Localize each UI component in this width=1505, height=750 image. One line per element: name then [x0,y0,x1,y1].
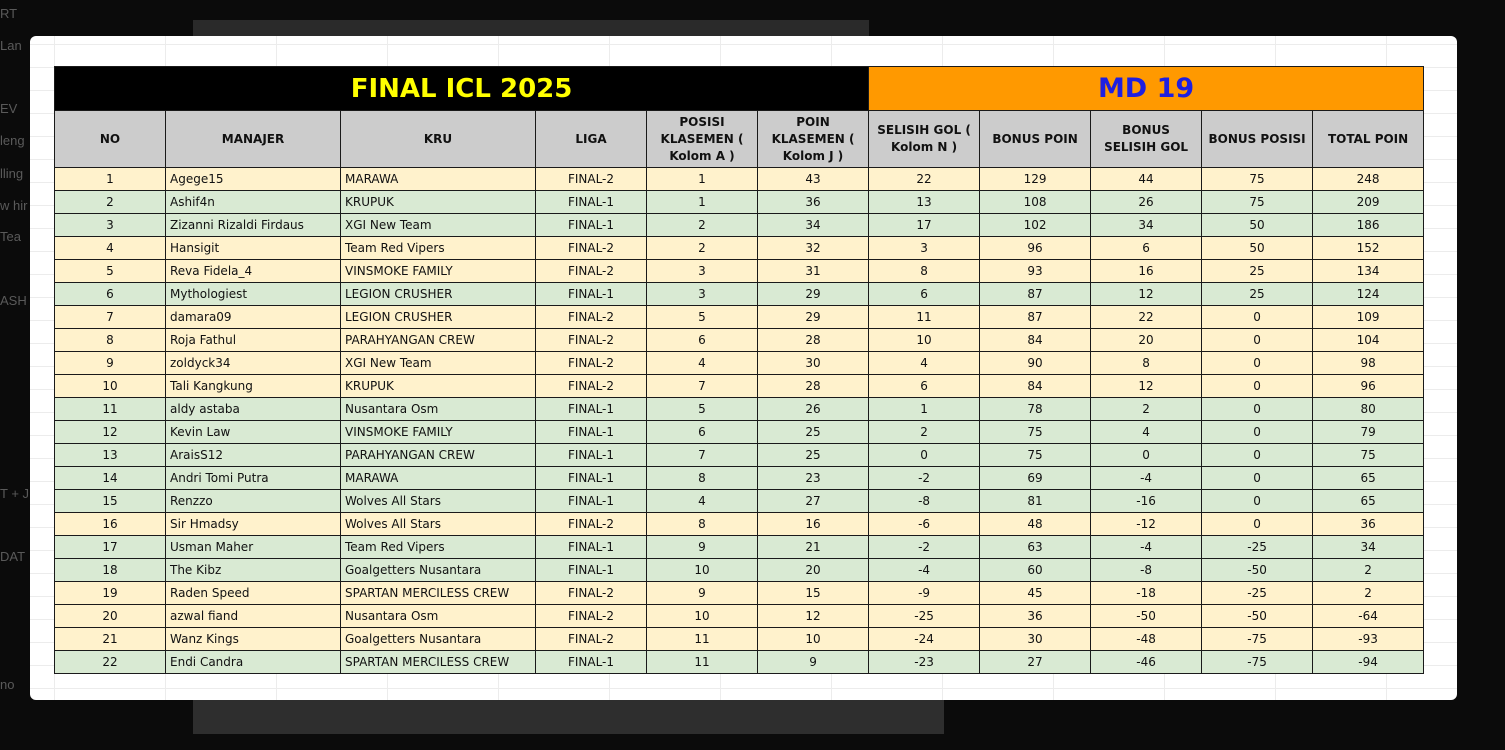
table-cell: 10 [758,628,869,651]
table-cell: 20 [758,559,869,582]
table-cell: 13 [869,191,980,214]
table-cell: 0 [1202,329,1313,352]
table-cell: zoldyck34 [166,352,341,375]
table-cell: 34 [1091,214,1202,237]
table-cell: 2 [1313,582,1424,605]
background-sheet-bottom [193,698,944,734]
table-cell: 4 [647,352,758,375]
table-cell: 63 [980,536,1091,559]
background-fragment: T + J [0,486,30,501]
table-cell: 6 [647,329,758,352]
table-cell: -25 [1202,536,1313,559]
table-row [55,352,1424,375]
table-cell: 6 [55,283,166,306]
table-cell: 7 [647,375,758,398]
table-cell: 3 [869,237,980,260]
table-cell: FINAL-1 [536,421,647,444]
table-cell: 2 [1313,559,1424,582]
table-cell: 43 [758,168,869,191]
table-cell: 75 [980,444,1091,467]
table-cell: -94 [1313,651,1424,674]
table-row [55,191,1424,214]
table-cell: 2 [647,214,758,237]
table-cell: FINAL-2 [536,352,647,375]
table-cell: 16 [55,513,166,536]
table-cell: 0 [1202,490,1313,513]
matchday-label: MD 19 [869,67,1424,111]
table-cell: 108 [980,191,1091,214]
table-cell: 84 [980,329,1091,352]
table-cell: KRUPUK [341,375,536,398]
column-header: LIGA [536,111,647,168]
table-cell: 6 [869,375,980,398]
table-cell: 0 [1202,375,1313,398]
table-cell: 1 [869,398,980,421]
table-cell: 17 [55,536,166,559]
table-cell: -8 [1091,559,1202,582]
table-cell: 19 [55,582,166,605]
table-cell: -24 [869,628,980,651]
table-cell: 90 [980,352,1091,375]
column-header: BONUS POIN [980,111,1091,168]
table-cell: -4 [1091,536,1202,559]
table-cell: 27 [980,651,1091,674]
column-header: SELISIH GOL ( Kolom N ) [869,111,980,168]
table-row [55,559,1424,582]
table-cell: 109 [1313,306,1424,329]
table-cell: 11 [647,628,758,651]
background-fragment: w hir [0,198,28,213]
standings-table [54,66,1424,674]
table-cell: 0 [1202,444,1313,467]
table-cell: Nusantara Osm [341,398,536,421]
table-cell: Wanz Kings [166,628,341,651]
table-cell: 5 [55,260,166,283]
table-cell: 13 [55,444,166,467]
table-cell: 11 [647,651,758,674]
column-header: NO [55,111,166,168]
table-cell: 65 [1313,467,1424,490]
table-cell: 6 [869,283,980,306]
table-cell: AraisS12 [166,444,341,467]
table-cell: 60 [980,559,1091,582]
column-header: BONUS SELISIH GOL [1091,111,1202,168]
table-cell: Andri Tomi Putra [166,467,341,490]
table-cell: Endi Candra [166,651,341,674]
table-cell: -23 [869,651,980,674]
table-cell: 104 [1313,329,1424,352]
table-row [55,306,1424,329]
table-cell: 36 [980,605,1091,628]
column-header: BONUS POSISI [1202,111,1313,168]
background-fragment: ASH [0,293,27,308]
table-cell: XGI New Team [341,214,536,237]
table-cell: 8 [647,467,758,490]
table-cell: -25 [1202,582,1313,605]
table-cell: 12 [758,605,869,628]
table-cell: MARAWA [341,168,536,191]
table-cell: 248 [1313,168,1424,191]
table-cell: 48 [980,513,1091,536]
table-row [55,398,1424,421]
table-cell: -50 [1202,559,1313,582]
table-cell: 36 [758,191,869,214]
table-cell: Wolves All Stars [341,513,536,536]
table-cell: Tali Kangkung [166,375,341,398]
table-cell: 15 [758,582,869,605]
table-cell: 69 [980,467,1091,490]
table-cell: 32 [758,237,869,260]
table-cell: 75 [1202,168,1313,191]
table-cell: 2 [869,421,980,444]
table-cell: 25 [758,421,869,444]
table-cell: Team Red Vipers [341,237,536,260]
table-cell: 152 [1313,237,1424,260]
table-cell: 21 [55,628,166,651]
background-fragment: no [0,677,15,692]
table-cell: SPARTAN MERCILESS CREW [341,651,536,674]
table-cell: 30 [980,628,1091,651]
table-cell: 16 [1091,260,1202,283]
table-cell: SPARTAN MERCILESS CREW [341,582,536,605]
table-cell: 22 [55,651,166,674]
table-cell: 75 [980,421,1091,444]
column-header-row [55,111,1424,168]
table-cell: Renzzo [166,490,341,513]
table-cell: 28 [758,329,869,352]
table-cell: 0 [1202,513,1313,536]
table-cell: -64 [1313,605,1424,628]
table-row [55,536,1424,559]
table-row [55,168,1424,191]
table-cell: Nusantara Osm [341,605,536,628]
table-cell: 15 [55,490,166,513]
table-cell: 65 [1313,490,1424,513]
table-cell: 18 [55,559,166,582]
table-cell: 0 [1202,352,1313,375]
table-cell: VINSMOKE FAMILY [341,421,536,444]
table-cell: Hansigit [166,237,341,260]
table-cell: 98 [1313,352,1424,375]
table-cell: 0 [1202,306,1313,329]
table-cell: FINAL-1 [536,490,647,513]
page-title: FINAL ICL 2025 [55,67,869,111]
table-row [55,329,1424,352]
table-cell: FINAL-2 [536,513,647,536]
table-cell: 79 [1313,421,1424,444]
table-cell: 50 [1202,214,1313,237]
table-cell: FINAL-1 [536,536,647,559]
table-cell: FINAL-1 [536,651,647,674]
table-cell: 9 [647,582,758,605]
table-cell: 22 [869,168,980,191]
table-row [55,421,1424,444]
table-cell: KRUPUK [341,191,536,214]
table-cell: -18 [1091,582,1202,605]
table-cell: -4 [869,559,980,582]
table-cell: 186 [1313,214,1424,237]
table-cell: FINAL-2 [536,260,647,283]
table-cell: 1 [55,168,166,191]
table-cell: 0 [1202,467,1313,490]
table-cell: 11 [869,306,980,329]
table-cell: 96 [1313,375,1424,398]
table-cell: 36 [1313,513,1424,536]
background-fragment: Lan [0,38,22,53]
table-cell: FINAL-2 [536,375,647,398]
table-cell: PARAHYANGAN CREW [341,329,536,352]
table-cell: 3 [647,283,758,306]
table-row [55,582,1424,605]
table-cell: Roja Fathul [166,329,341,352]
table-cell: VINSMOKE FAMILY [341,260,536,283]
table-cell: 80 [1313,398,1424,421]
table-cell: FINAL-1 [536,398,647,421]
table-row [55,651,1424,674]
table-cell: Usman Maher [166,536,341,559]
table-cell: 4 [647,490,758,513]
table-cell: 10 [647,559,758,582]
table-cell: 0 [869,444,980,467]
table-cell: azwal fiand [166,605,341,628]
table-cell: 102 [980,214,1091,237]
table-body [55,168,1424,674]
table-cell: FINAL-2 [536,628,647,651]
table-cell: 9 [647,536,758,559]
table-cell: Kevin Law [166,421,341,444]
table-cell: 44 [1091,168,1202,191]
table-cell: 10 [869,329,980,352]
table-cell: Goalgetters Nusantara [341,628,536,651]
table-cell: 9 [55,352,166,375]
table-cell: FINAL-1 [536,191,647,214]
background-fragment: lling [0,166,24,181]
table-cell: -93 [1313,628,1424,651]
table-cell: 12 [1091,375,1202,398]
table-cell: 0 [1202,421,1313,444]
table-cell: 45 [980,582,1091,605]
column-header: POIN KLASEMEN ( Kolom J ) [758,111,869,168]
table-cell: 30 [758,352,869,375]
table-row [55,467,1424,490]
table-cell: Agege15 [166,168,341,191]
table-cell: XGI New Team [341,352,536,375]
table-cell: 8 [1091,352,1202,375]
table-cell: 26 [1091,191,1202,214]
table-cell: 4 [55,237,166,260]
table-row [55,260,1424,283]
table-cell: PARAHYANGAN CREW [341,444,536,467]
table-row [55,237,1424,260]
table-cell: 26 [758,398,869,421]
table-cell: 124 [1313,283,1424,306]
table-cell: 7 [647,444,758,467]
table-cell: 28 [758,375,869,398]
table-cell: 0 [1202,398,1313,421]
table-cell: Sir Hmadsy [166,513,341,536]
table-cell: FINAL-1 [536,444,647,467]
table-cell: -50 [1091,605,1202,628]
table-cell: aldy astaba [166,398,341,421]
table-cell: 12 [1091,283,1202,306]
table-cell: 25 [1202,260,1313,283]
table-cell: 0 [1091,444,1202,467]
table-cell: 93 [980,260,1091,283]
table-cell: 14 [55,467,166,490]
table-cell: 2 [647,237,758,260]
table-cell: -50 [1202,605,1313,628]
table-row [55,375,1424,398]
table-cell: 87 [980,283,1091,306]
table-cell: 8 [869,260,980,283]
table-cell: 2 [55,191,166,214]
table-cell: 16 [758,513,869,536]
table-row [55,214,1424,237]
table-cell: FINAL-2 [536,306,647,329]
column-header: KRU [341,111,536,168]
table-row [55,444,1424,467]
table-cell: FINAL-1 [536,214,647,237]
table-cell: 2 [1091,398,1202,421]
table-cell: 34 [1313,536,1424,559]
table-cell: 34 [758,214,869,237]
table-cell: 75 [1202,191,1313,214]
table-row [55,283,1424,306]
column-header: MANAJER [166,111,341,168]
table-cell: 9 [758,651,869,674]
table-cell: 29 [758,283,869,306]
table-cell: 27 [758,490,869,513]
table-cell: 29 [758,306,869,329]
table-cell: Goalgetters Nusantara [341,559,536,582]
table-cell: damara09 [166,306,341,329]
table-cell: MARAWA [341,467,536,490]
table-cell: FINAL-2 [536,237,647,260]
table-cell: 129 [980,168,1091,191]
table-cell: 5 [647,306,758,329]
table-cell: -25 [869,605,980,628]
table-cell: 23 [758,467,869,490]
table-cell: -48 [1091,628,1202,651]
table-cell: FINAL-2 [536,605,647,628]
table-cell: 50 [1202,237,1313,260]
table-cell: Wolves All Stars [341,490,536,513]
table-cell: FINAL-1 [536,559,647,582]
table-cell: -16 [1091,490,1202,513]
background-fragment: RT [0,6,18,21]
table-cell: The Kibz [166,559,341,582]
table-cell: 31 [758,260,869,283]
table-cell: LEGION CRUSHER [341,283,536,306]
table-cell: -6 [869,513,980,536]
table-row [55,513,1424,536]
image-preview-modal [30,36,1457,700]
table-cell: -75 [1202,628,1313,651]
column-header: POSISI KLASEMEN ( Kolom A ) [647,111,758,168]
table-cell: 11 [55,398,166,421]
background-fragment: Tea [0,229,21,244]
background-fragment: DAT [0,549,26,564]
table-cell: Raden Speed [166,582,341,605]
table-cell: -2 [869,467,980,490]
table-cell: 25 [1202,283,1313,306]
table-cell: 10 [55,375,166,398]
table-cell: -12 [1091,513,1202,536]
background-fragment: EV [0,101,18,116]
table-row [55,605,1424,628]
table-cell: FINAL-1 [536,283,647,306]
table-cell: FINAL-1 [536,467,647,490]
table-cell: LEGION CRUSHER [341,306,536,329]
column-header: TOTAL POIN [1313,111,1424,168]
table-cell: 87 [980,306,1091,329]
table-cell: 8 [647,513,758,536]
table-cell: 10 [647,605,758,628]
table-cell: 6 [1091,237,1202,260]
table-cell: 78 [980,398,1091,421]
table-cell: -75 [1202,651,1313,674]
table-cell: 25 [758,444,869,467]
table-cell: -8 [869,490,980,513]
table-cell: 3 [55,214,166,237]
table-cell: Zizanni Rizaldi Firdaus [166,214,341,237]
table-cell: 81 [980,490,1091,513]
table-cell: 96 [980,237,1091,260]
table-cell: 4 [1091,421,1202,444]
table-cell: 22 [1091,306,1202,329]
table-cell: 5 [647,398,758,421]
table-cell: FINAL-2 [536,168,647,191]
table-cell: 84 [980,375,1091,398]
table-cell: -4 [1091,467,1202,490]
table-row [55,628,1424,651]
background-fragment: leng [0,133,25,148]
table-cell: FINAL-2 [536,582,647,605]
table-cell: Reva Fidela_4 [166,260,341,283]
table-cell: 3 [647,260,758,283]
table-cell: Team Red Vipers [341,536,536,559]
table-cell: Ashif4n [166,191,341,214]
table-cell: Mythologiest [166,283,341,306]
table-cell: 209 [1313,191,1424,214]
table-cell: 12 [55,421,166,444]
table-cell: 21 [758,536,869,559]
table-cell: FINAL-2 [536,329,647,352]
table-cell: 1 [647,191,758,214]
table-cell: 1 [647,168,758,191]
table-cell: 17 [869,214,980,237]
table-cell: -46 [1091,651,1202,674]
table-cell: 8 [55,329,166,352]
table-cell: 20 [1091,329,1202,352]
table-cell: 134 [1313,260,1424,283]
table-cell: -2 [869,536,980,559]
table-cell: -9 [869,582,980,605]
table-row [55,490,1424,513]
table-cell: 6 [647,421,758,444]
table-cell: 75 [1313,444,1424,467]
table-cell: 7 [55,306,166,329]
table-cell: 20 [55,605,166,628]
table-cell: 4 [869,352,980,375]
